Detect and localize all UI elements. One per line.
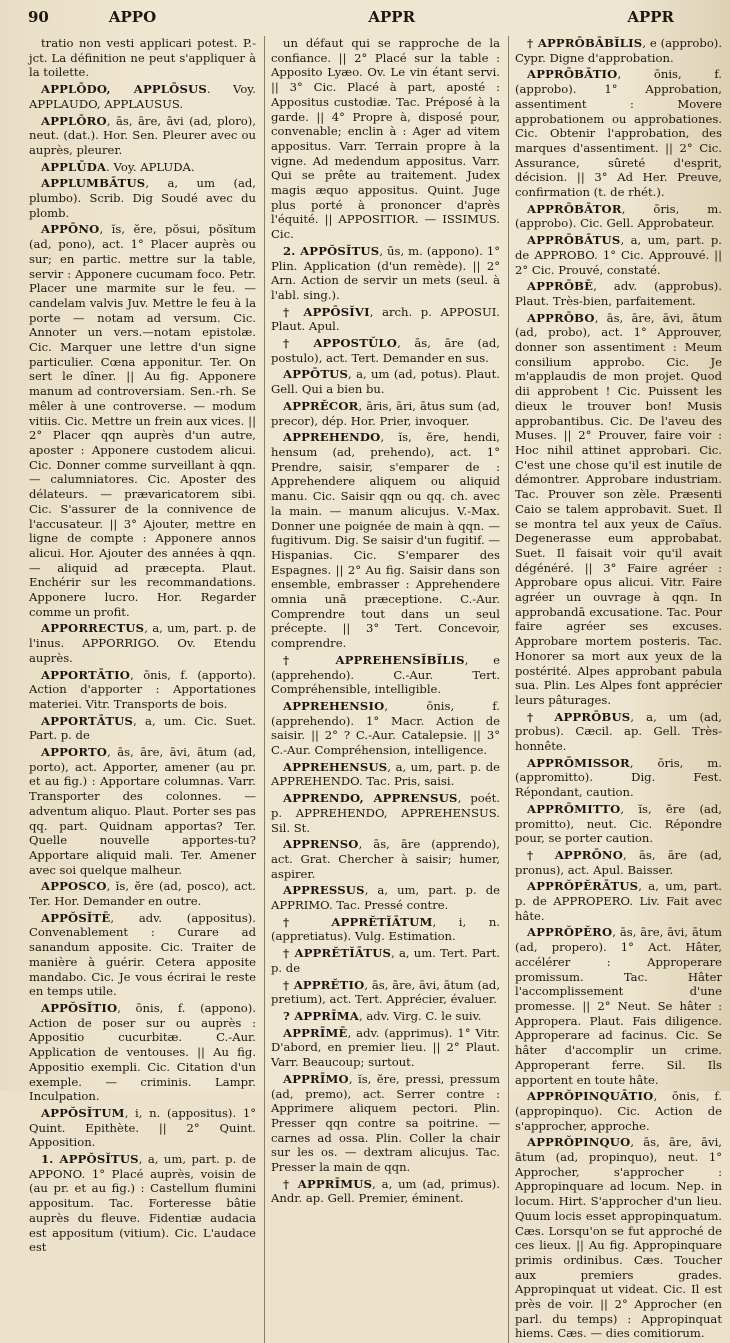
running-head bbox=[28, 8, 714, 30]
dictionary-entry: APPORTĀTUS, a, um. Cic. Suet. Part. p. de bbox=[29, 713, 256, 743]
dictionary-entry: † APPRĔTĬĀTUM, i, n. (appretiatus). Vulg. Estimation. bbox=[271, 914, 500, 944]
dictionary-entry: APPORTĀTIO, ōnis, f. (apporto). Action d'apporter : Apportationes materiei. Vitr. Transports de bois. bbox=[29, 667, 256, 711]
dictionary-entry: tratio non vesti applicari potest. P.-jct. La définition ne peut s'appliquer à la toilette. bbox=[29, 36, 256, 80]
dictionary-entry: APPŌNO, ĭs, ĕre, pŏsui, pŏsĭtum (ad, pono), act. 1° Placer auprès ou sur; en partic. mettre sur la table, servir : Apponere cucumam foco. Petr. Placer une marmite sur le feu. — candelam valvis Juv. Mettre le feu à la porte — notam ad versum. Cic. Annoter un vers.—notam epistolæ. Cic. Marquer une lettre d'un signe particulier. Cœna apponitur. Ter. On sert le dîner. || Au fig. Apponere manum ad controversiam. Sen.-rh. Se mêler à une controverse. — modum vitiis. Cic. Mettre un frein aux vices. || 2° Placer qqn auprès d'un autre, aposter : Apponere custodem alicui. Cic. Donner comme surveillant à qqn. — calumniatores. Cic. Aposter des délateurs. — prævaricatorem sibi. Cic. S'assurer de la connivence de l'accusateur. || 3° Ajouter, mettre en ligne de compte : Apponere annos alicui. Hor. Ajouter des années à qqn. — aliquid ad præcepta. Plaut. Enchérir sur les recommandations. Apponere lucro. Hor. Regarder comme un profit. bbox=[29, 222, 256, 619]
dictionary-entry: APPRŎPINQUO, ās, āre, āvi, ātum (ad, propinquo), neut. 1° Approcher, s'approcher : Appropinquare ad locum. Nep. in locum. Hirt. S'approcher d'un lieu. Quum locis esset appropinquatum. Cæs. Lorsqu'on se fut approché de ces lieux. || Au fig. Appropinquare primis ordinibus. Cæs. Toucher aux premiers grades. Appropinquat ut videat. Cic. Il est près de voir. || 2° Approcher (en parl. du temps) : Appropinquat hiems. Cæs. — dies comitiorum. bbox=[515, 1135, 722, 1341]
dictionary-entry: APPOSCO, ĭs, ĕre (ad, posco), act. Ter. Hor. Demander en outre. bbox=[29, 879, 256, 909]
dictionary-entry: APPRŎPĔRO, ās, āre, āvi, ātum (ad, propero). 1° Act. Hâter, accélérer : Approperare promissum. Tac. Hâter l'accomplissement d'une promesse. || 2° Neut. Se hâter : Approperа. Plaut. Fais diligence. Approperare ad facinus. Cic. Se hâter d'accomplir un crime. Approperant ferre. Sil. Ils apportent en toute hâte. bbox=[515, 925, 722, 1087]
dictionary-entry: † APPRŌBUS, a, um (ad, probus). Cæcil. ap. Gell. Très-honnête. bbox=[515, 709, 722, 754]
right-guide-word: APPR bbox=[627, 8, 674, 26]
dictionary-entry: † APPRĔTĬĀTUS, a, um. Tert. Part. p. de bbox=[271, 946, 500, 975]
dictionary-entry: APPRĪMĒ, adv. (apprimus). 1° Vitr. D'abord, en premier lieu. || 2° Plaut. Varr. Beaucoup; surtout. bbox=[271, 1025, 500, 1070]
dictionary-entry: APPRŎPĔRĀTUS, a, um, part. p. de APPROPERO. Liv. Fait avec hâte. bbox=[515, 879, 722, 923]
dictionary-entry: APPRŌMISSOR, ōris, m. (appromitto). Dig. Fest. Répondant, caution. bbox=[515, 755, 722, 800]
dictionary-entry: APPRENSO, ās, āre (apprendo), act. Grat. Chercher à saisir; humer, aspirer. bbox=[271, 837, 500, 881]
dictionary-entry: APPRŎPINQUĀTIO, ōnis, f. (appropinquo). Cic. Action de s'approcher, approche. bbox=[515, 1089, 722, 1133]
dictionary-entry: APPRŌBĒ, adv. (approbus). Plaut. Très-bien, parfaitement. bbox=[515, 279, 722, 308]
dictionary-entry: APPRĪMO, ĭs, ĕre, pressi, pressum (ad, premo), act. Serrer contre : Apprimere aliquem pectori. Plin. Presser qqn contre sa poitrine. — carnes ad ossa. Plin. Coller la chair sur les os. — dextram alicujus. Tac. Presser la main de qqn. bbox=[271, 1071, 500, 1175]
dictionary-entry: † APPRŌNO, ās, āre (ad, pronus), act. Apul. Baisser. bbox=[515, 847, 722, 877]
dictionary-entry: APPLUMBĀTUS, a, um (ad, plumbo). Scrib. Dig Soudé avec du plomb. bbox=[29, 176, 256, 220]
column-left bbox=[28, 36, 256, 1343]
dictionary-entry: APPREHENSUS, a, um, part. p. de APPREHENDO. Tac. Pris, saisi. bbox=[271, 759, 500, 789]
column-right bbox=[508, 36, 722, 1343]
dictionary-entry: APPRESSUS, a, um, part. p. de APPRIMO. Tac. Pressé contre. bbox=[271, 883, 500, 913]
dictionary-entry: † APPŌSĬVI, arch. p. APPOSUI. Plaut. Apul. bbox=[271, 304, 500, 334]
dictionary-entry: † APPRĔTIO, ās, āre, āvi, ātum (ad, pretium), act. Tert. Apprécier, évaluer. bbox=[271, 977, 500, 1007]
dictionary-entry: † APPRĪMUS, a, um (ad, primus). Andr. ap. Gell. Premier, éminent. bbox=[271, 1176, 500, 1206]
dictionary-entry: APPORTO, ās, āre, āvi, ātum (ad, porto), act. Apporter, amener (au pr. et au fig.) : Apportare columnas. Varr. Transporter des colonnes. — adventum aliquo. Plaut. Porter ses pas qq. part. Quidnam apportas? Ter. Quelle nouvelle apportes-tu? Apportare aliquid mali. Ter. Amener avec soi quelque malheur. bbox=[29, 745, 256, 877]
dictionary-entry: ? APPRĪMA, adv. Virg. C. le suiv. bbox=[283, 1009, 482, 1023]
column-middle bbox=[264, 36, 500, 1343]
dictionary-entry: † APPREHENSĬBĬLIS, e (apprehendo). C.-Aur. Tert. Compréhensible, intelligible. bbox=[271, 652, 500, 697]
dictionary-entry: APPLŌRO, ās, āre, āvi (ad, ploro), neut. (dat.). Hor. Sen. Pleurer avec ou auprès, pleurer. bbox=[29, 113, 256, 157]
dictionary-entry: APPLŪDA. Voy. APLUDA. bbox=[41, 159, 195, 174]
dictionary-entry: APPRŌBĀTIO, ōnis, f. (approbo). 1° Approbation, assentiment : Movere approbationem ou approbationes. Cic. Obtenir l'approbation, des marques d'assentiment. || 2° Cic. Assurance, sûreté d'esprit, décision. || 3° Ad Her. Preuve, confirmation (t. de rhét.). bbox=[515, 67, 722, 200]
dictionary-entry: 2. APPŎSĬTUS, ūs, m. (appono). 1° Plin. Application (d'un remède). || 2° Arn. Action de servir un mets (seul. à l'abl. sing.). bbox=[271, 243, 500, 302]
dictionary-entry: † APPOSTŬLO, ās, āre (ad, postulo), act. Tert. Demander en sus. bbox=[271, 336, 500, 365]
left-guide-word: APPO bbox=[108, 8, 157, 26]
dictionary-entry: un défaut qui se rapproche de la confiance. || 2° Placé sur la table : Apposito Lyæo. Ov. Le vin étant servi. || 3° Cic. Placé à part, aposté : Appositus custodiæ. Tac. Préposé à la garde. || 4° Propre à, disposé pour, convenable; enclin à : Ager ad vitem appositus. Varr. Terrain propre à la vigne. Ad medendum appositus. Varr. Qui se prête au traitement. Judex magis æquo appositus. Quint. Juge plus porté à prononcer d'après l'équité. || APPOSITIOR. — ISSIMUS. Cic. bbox=[271, 36, 500, 242]
dictionary-entry: † APPRŌBĀBĬLIS, e (approbo). Cypr. Digne d'approbation. bbox=[515, 36, 723, 65]
dictionary-entry: APPREHENDO, ĭs, ĕre, hendi, hensum (ad, prehendo), act. 1° Prendre, saisir, s'emparer de : Apprehendere aliquem ou aliquid manu. Cic. Saisir qqn ou qq. ch. avec la main. — manum alicujus. V.-Max. Donner une poignée de main à qqn. — fugitivum. Dig. Se saisir d'un fugitif. — Hispanias. Cic. S'emparer des Espagnes. || 2° Au fig. Saisir dans son ensemble, embrasser : Apprehendere omnia unā præceptione. C.-Aur. Comprendre tout dans un seul précepte. || 3° Tert. Concevoir, comprendre. bbox=[271, 430, 500, 651]
dictionary-entry: APPŎSĬTIO, ōnis, f. (appono). Action de poser sur ou auprès : Appositio cucurbitæ. C.-Aur. Application de ventouses. || Au fig. Appositio exempli. Cic. Citation d'un exemple. — criminis. Lampr. Inculpation. bbox=[29, 1001, 256, 1104]
dictionary-entry: APPŎSĬTUM, i, n. (appositus). 1° Quint. Epithète. || 2° Quint. Apposition. bbox=[29, 1105, 256, 1150]
dictionary-entry: APPRĔCOR, āris, āri, ātus sum (ad, precor), dép. Hor. Prier, invoquer. bbox=[271, 398, 500, 428]
dictionary-entry: APPREHENSIO, ōnis, f. (apprehendo). 1° Macr. Action de saisir. || 2° ? C.-Aur. Catalepsie. || 3° C.-Aur. Compréhension, intelligence. bbox=[271, 698, 500, 758]
dictionary-entry: APPLŌDO, APPLŌSUS. Voy. APPLAUDO, APPLAUSUS. bbox=[29, 82, 256, 111]
dictionary-entry: APPRŌBO, ās, āre, āvi, ātum (ad, probo), act. 1° Approuver, donner son assentiment : Meum consilium approbo. Cic. Je m'applaudis de mon projet. Quod dii approbent ! Cic. Puissent les dieux le trouver bon! Musis approbantibus. Cic. De l'aveu des Muses. || 2° Prouver, faire voir : Hoc nihil attinet approbari. Cic. C'est une chose qu'il est inutile de démontrer. Approbare industriam. Tac. Prouver son zèle. Præsenti Caio se talem approbavit. Suet. Il se montra tel aux yeux de Caïus. Degenerasse eum approbabat. Suet. Il faisait voir qu'il avait dégénéré. || 3° Faire agréer : Approbare opus alicui. Vitr. Faire agréer un ouvrage à qqn. In approbandā excusatione. Tac. Pour faire agréer ses excuses. Approbare mortem posteris. Tac. Honorer sa mort aux yeux de la postérité. Alpes approbant pabula sua. Plin. Les Alpes font apprécier leurs pâturages. bbox=[515, 310, 722, 707]
dictionary-entry: APPRENDO, APPRENSUS, poét. p. APPREHENDO, APPREHENSUS. Sil. St. bbox=[271, 791, 500, 835]
dictionary-entry: APPŎSĬTĒ, adv. (appositus). Convenablement : Curare ad sanandum apposite. Cic. Traiter de manière à guérir. Cetera apposite mandabo. Cic. Je vous écrirai le reste en temps utile. bbox=[29, 910, 256, 999]
dictionary-entry: 1. APPŎSĬTUS, a, um, part. p. de APPONO. 1° Placé auprès, voisin de (au pr. et au fig.) : Castellum flumini appositum. Tac. Forteresse bâtie auprès du fleuve. Fidentiæ audacia est appositum (vitium). Cic. L'audace est bbox=[29, 1152, 256, 1255]
dictionary-entry: APPRŌBĀTUS, a, um, part. p. de APPROBO. 1° Cic. Approuvé. || 2° Cic. Prouvé, constaté. bbox=[515, 233, 722, 277]
center-guide-word: APPR bbox=[368, 8, 416, 26]
dictionary-entry: APPŌTUS, a, um (ad, potus). Plaut. Gell. Qui a bien bu. bbox=[271, 367, 500, 397]
dictionary-entry: APPRŌMITTO, ĭs, ĕre (ad, promitto), neut. Cic. Répondre pour, se porter caution. bbox=[515, 801, 722, 846]
page-number: 90 bbox=[28, 8, 49, 26]
text-columns bbox=[28, 36, 723, 1343]
dictionary-entry: APPORRECTUS, a, um, part. p. de l'inus. APPORRIGO. Ov. Etendu auprès. bbox=[29, 621, 256, 665]
dictionary-entry: APPRŌBĀTOR, ōris, m. (approbo). Cic. Gell. Approbateur. bbox=[515, 201, 722, 231]
